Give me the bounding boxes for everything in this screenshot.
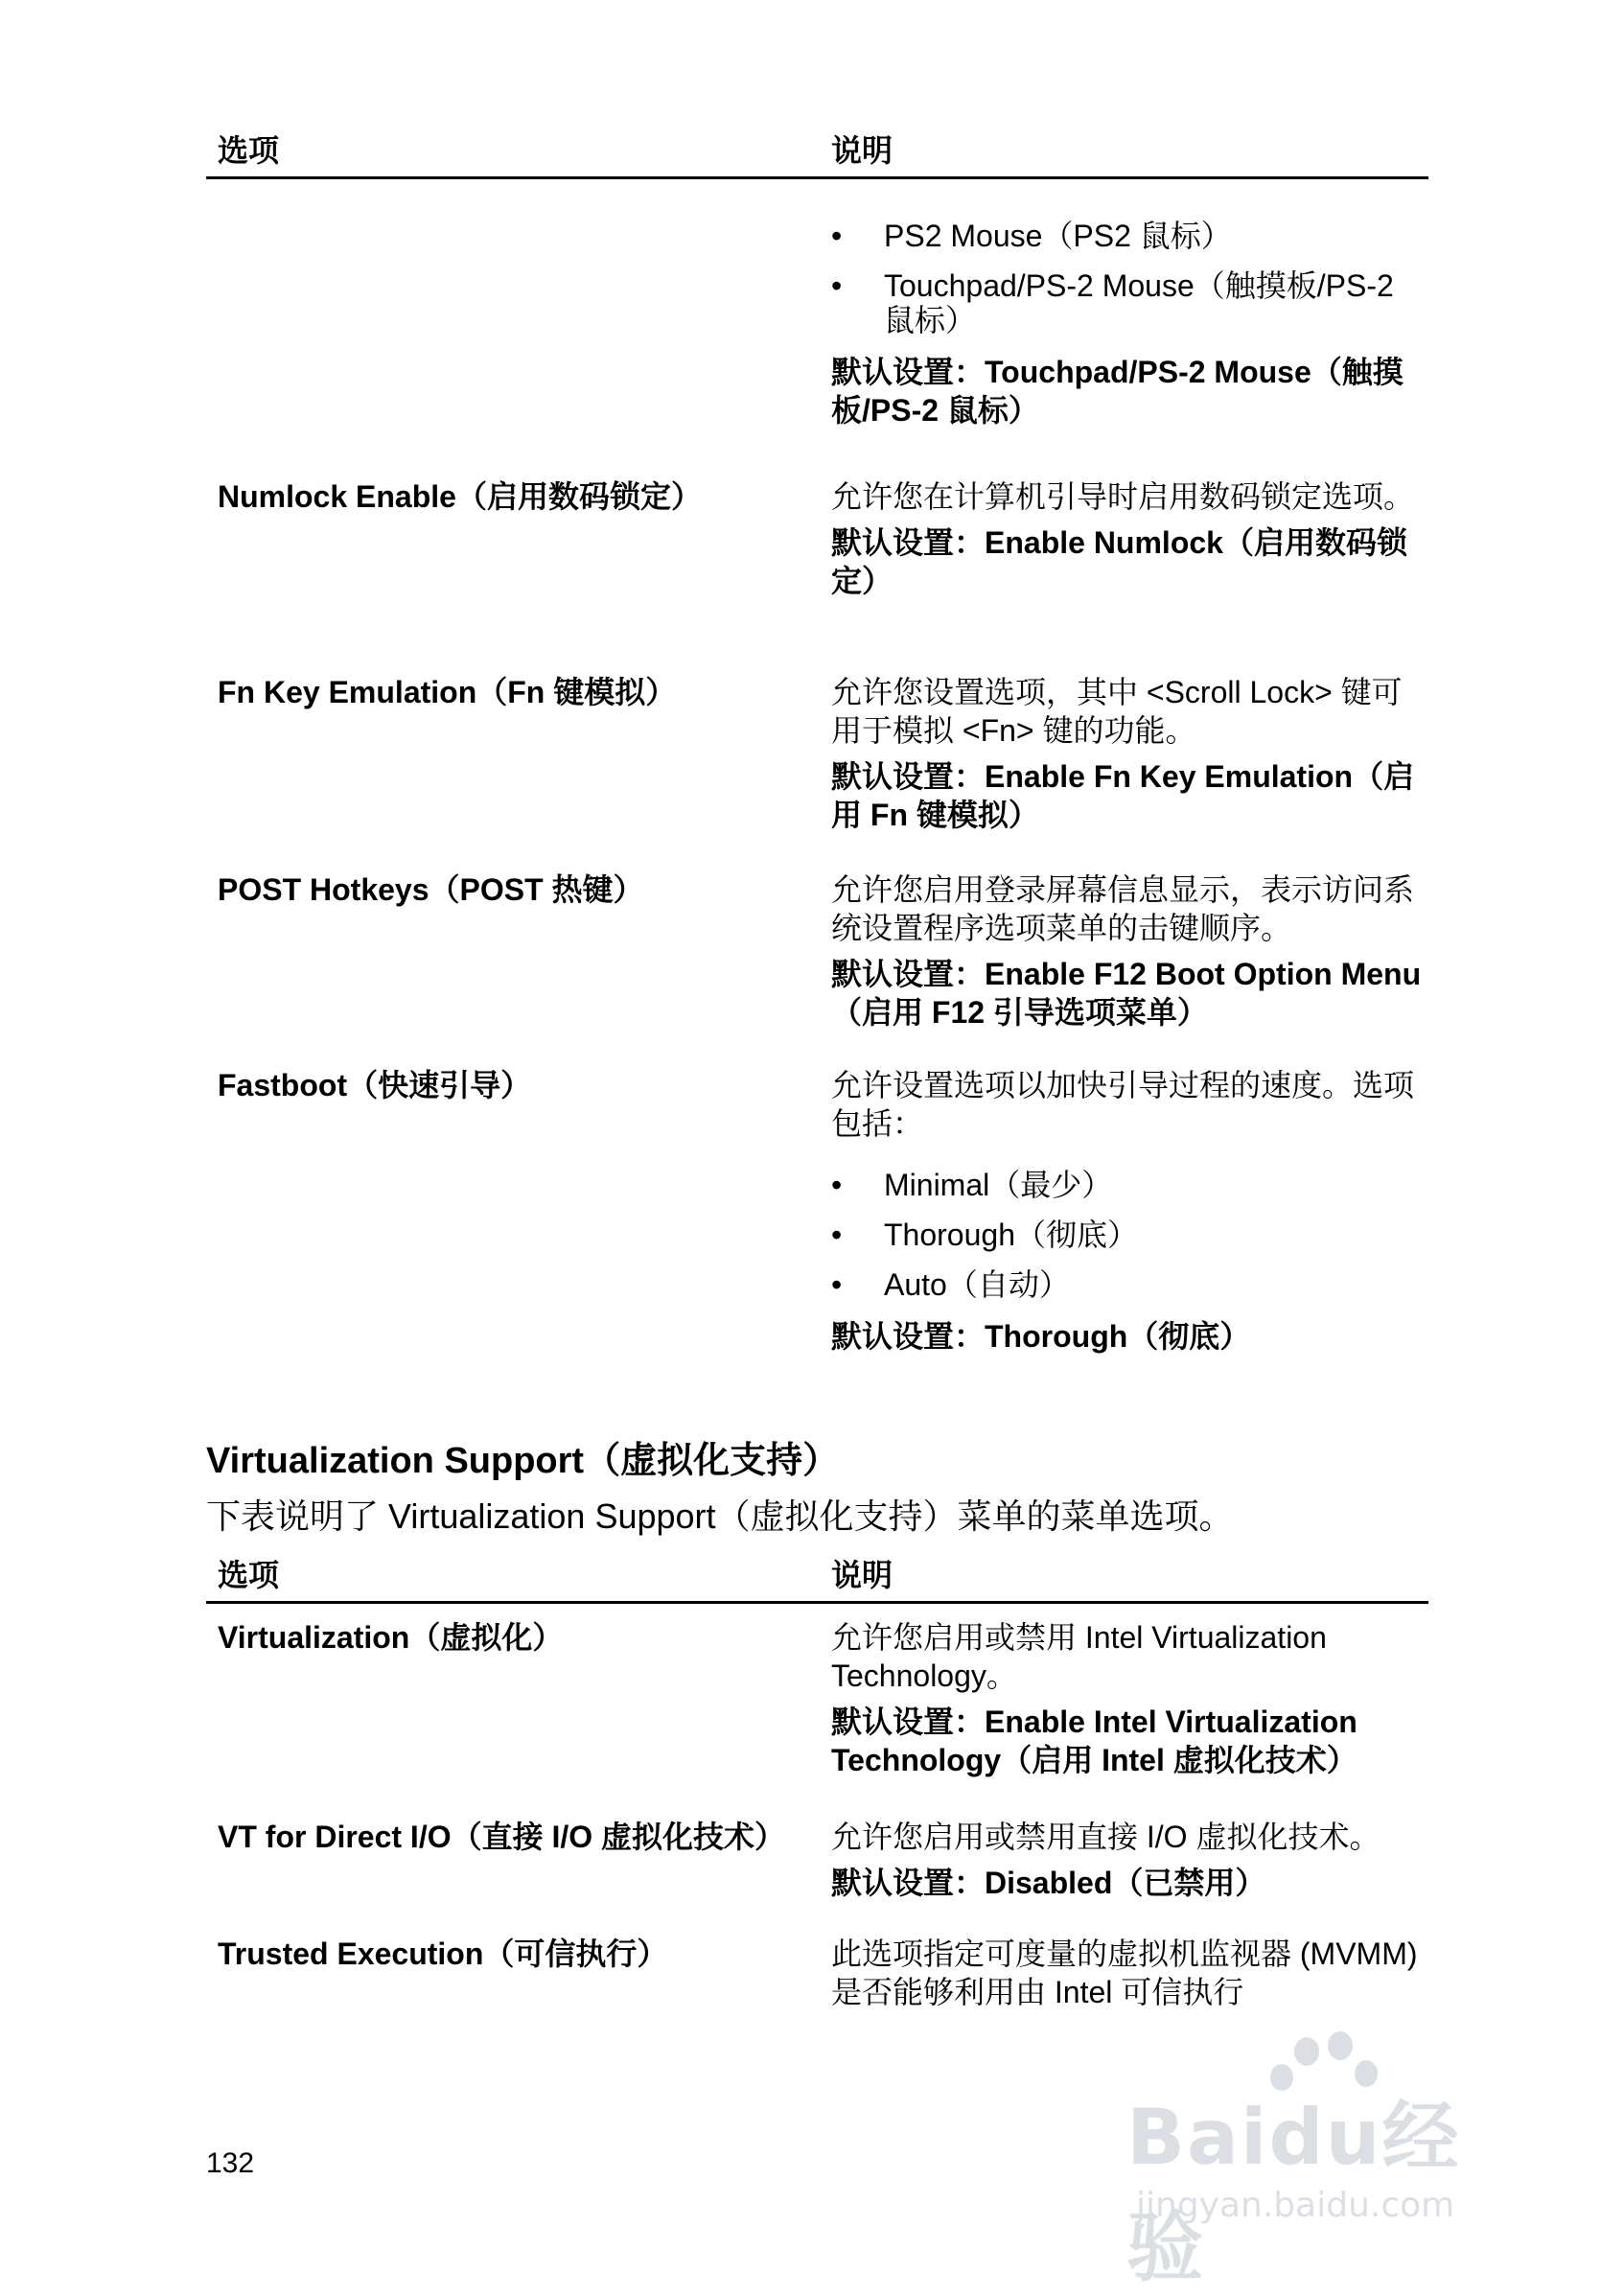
column-header-option: 选项 [218,133,280,168]
description-text: 允许您启用登录屏幕信息显示，表示访问系统设置程序选项菜单的击键顺序。 [831,872,1415,945]
option-name: Virtualization（虚拟化） [218,1620,564,1655]
row-description [831,1935,1426,2011]
watermark-url: jingyan.baidu.com [1136,2186,1455,2225]
list-item: • Auto（自动） [831,1267,1426,1302]
row-description [831,477,1426,600]
row-description [831,870,1426,1032]
default-setting: 默认设置：Thorough（彻底） [831,1319,1251,1354]
default-setting: 默认设置：Enable Numlock（启用数码锁定） [831,525,1407,598]
paw-icon [1294,2037,1319,2066]
option-name: Fastboot（快速引导） [218,1068,532,1102]
baidu-watermark [1126,2037,1491,2292]
column-header-description: 说明 [831,133,893,168]
default-setting: 默认设置：Touchpad/PS-2 Mouse（触摸板/PS-2 鼠标） [831,355,1404,428]
row-description [831,1818,1426,1902]
description-text: 允许您启用或禁用直接 I/O 虚拟化技术。 [831,1820,1381,1854]
list-item: • Minimal（最少） [831,1168,1426,1202]
option-name: Fn Key Emulation（Fn 键模拟） [218,675,677,709]
list-item: • Thorough（彻底） [831,1218,1426,1252]
row-description [831,1618,1426,1779]
table-header [206,134,1428,179]
description-text: 允许您在计算机引导时启用数码锁定选项。 [831,479,1415,514]
description-text: 此选项指定可度量的虚拟机监视器 (MVMM) 是否能够利用由 Intel 可信执行 [831,1937,1418,2009]
option-name: POST Hotkeys（POST 热键） [218,872,644,907]
watermark-logo: Baidu经验 [1126,2093,1461,2292]
option-list [831,1168,1426,1302]
option-name: Trusted Execution（可信执行） [218,1937,668,1971]
table-header [206,1559,1428,1604]
option-name: Numlock Enable（启用数码锁定） [218,479,702,514]
description-text: 允许您启用或禁用 Intel Virtualization Technology。 [831,1620,1327,1693]
default-setting: 默认设置：Enable Fn Key Emulation（启用 Fn 键模拟） [831,759,1415,832]
page-number: 132 [206,2147,255,2179]
row-description [831,673,1426,834]
section-heading: Virtualization Support（虚拟化支持） [206,1441,840,1481]
description-text: 允许您设置选项，其中 <Scroll Lock> 键可用于模拟 <Fn> 键的功能。 [831,675,1403,748]
row-description [831,219,1426,429]
list-item: • Touchpad/PS-2 Mouse（触摸板/PS-2 鼠标） [831,268,1426,337]
option-list [831,219,1426,337]
section-intro: 下表说明了 Virtualization Support（虚拟化支持）菜单的菜单选项。 [206,1496,1234,1536]
description-text: 允许设置选项以加快引导过程的速度。选项包括： [831,1068,1415,1141]
options-table-2 [206,1559,1428,2057]
default-setting: 默认设置：Enable Intel Virtualization Technology（启用 Intel 虚拟化技术） [831,1705,1357,1777]
default-setting: 默认设置：Enable F12 Boot Option Menu（启用 F12 引导选项菜单） [831,957,1422,1030]
column-header-description: 说明 [831,1558,893,1592]
column-header-option: 选项 [218,1558,280,1592]
options-table-1 [206,134,1428,1428]
list-item: • PS2 Mouse（PS2 鼠标） [831,219,1426,253]
paw-icon [1328,2031,1353,2060]
option-name: VT for Direct I/O（直接 I/O 虚拟化技术） [218,1820,786,1854]
row-description [831,1066,1426,1356]
default-setting: 默认设置：Disabled（已禁用） [831,1866,1266,1900]
